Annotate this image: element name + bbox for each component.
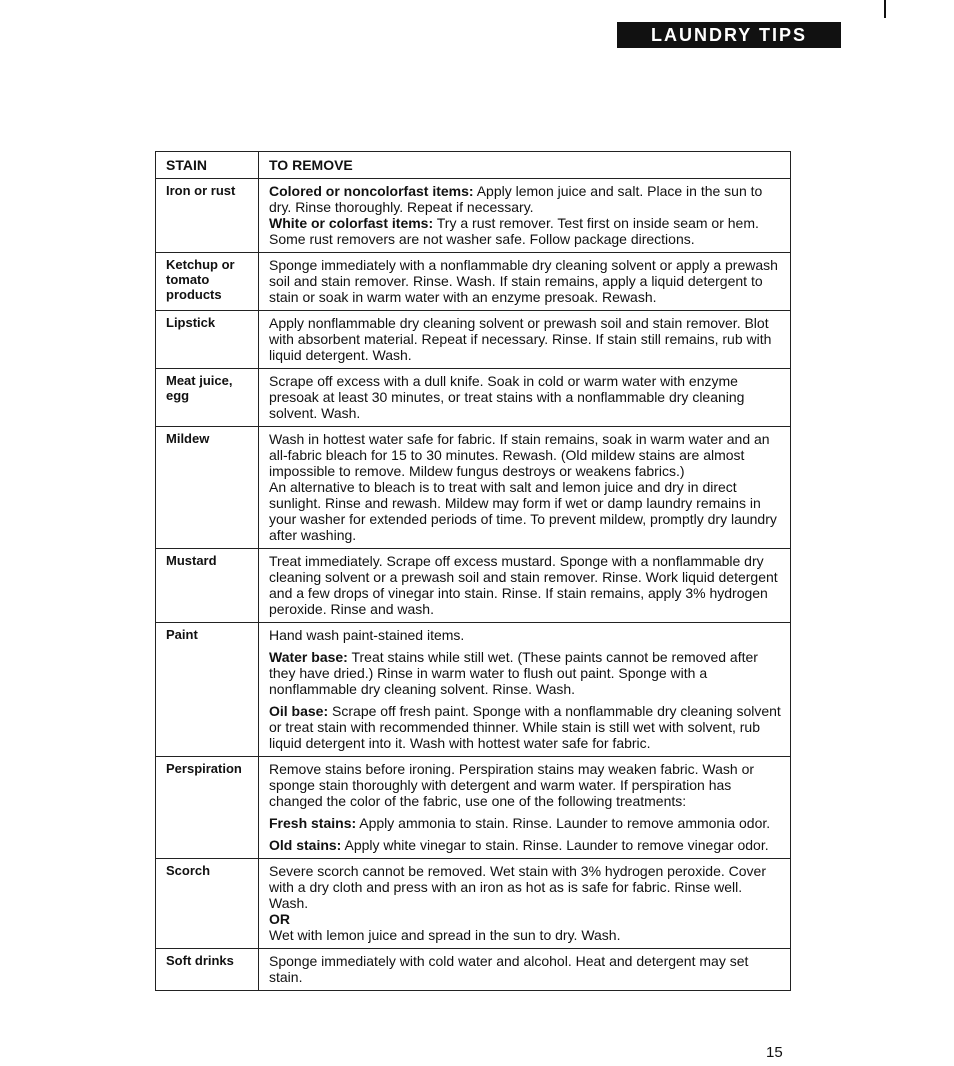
stain-name: Scorch bbox=[156, 859, 259, 949]
instruction-paragraph bbox=[269, 703, 782, 751]
instruction-text: Scrape off excess with a dull knife. Soak in cold or warm water with enzyme presoak at least 30 minutes, or treat stains with a nonflammable dry cleaning solvent. Wash. bbox=[269, 373, 745, 421]
instruction-paragraph bbox=[269, 927, 782, 943]
removal-instructions bbox=[259, 311, 791, 369]
stain-name: Meat juice, egg bbox=[156, 369, 259, 427]
instruction-paragraph bbox=[269, 837, 782, 853]
stain-name: Mustard bbox=[156, 549, 259, 623]
instruction-paragraph bbox=[269, 911, 782, 927]
table-row bbox=[156, 253, 791, 311]
stain-name: Lipstick bbox=[156, 311, 259, 369]
stain-name: Paint bbox=[156, 623, 259, 757]
instruction-paragraph bbox=[269, 373, 782, 421]
stain-name: Mildew bbox=[156, 427, 259, 549]
instruction-label: OR bbox=[269, 911, 290, 927]
instruction-paragraph bbox=[269, 431, 782, 479]
removal-instructions bbox=[259, 623, 791, 757]
instruction-paragraph bbox=[269, 215, 782, 247]
instruction-paragraph bbox=[269, 479, 782, 543]
instruction-label: White or colorfast items: bbox=[269, 215, 434, 231]
table-row bbox=[156, 859, 791, 949]
instruction-text: Apply lemon juice and salt. Place in the sun to dry. Rinse thoroughly. Repeat if necessary. bbox=[269, 183, 763, 215]
table-row bbox=[156, 623, 791, 757]
removal-instructions bbox=[259, 949, 791, 991]
instruction-text: Remove stains before ironing. Perspiration stains may weaken fabric. Wash or sponge stain thoroughly with detergent and warm water. If perspiration has changed the color of the fabric, use one of the following treatments: bbox=[269, 761, 755, 809]
instruction-text: Apply white vinegar to stain. Rinse. Launder to remove vinegar odor. bbox=[341, 837, 769, 853]
instruction-paragraph bbox=[269, 761, 782, 809]
instruction-text: An alternative to bleach is to treat with salt and lemon juice and dry in direct sunlight. Rinse and rewash. Mildew may form if wet or damp laundry remains in your washer for extended periods of time. To prevent mildew, promptly dry laundry after washing. bbox=[269, 479, 777, 543]
table-row bbox=[156, 549, 791, 623]
stain-name: Soft drinks bbox=[156, 949, 259, 991]
table-header-row bbox=[156, 152, 791, 179]
remove-column-header: TO REMOVE bbox=[259, 152, 791, 179]
table-row bbox=[156, 179, 791, 253]
instruction-label: Oil base: bbox=[269, 703, 329, 719]
instruction-text: Sponge immediately with cold water and alcohol. Heat and detergent may set stain. bbox=[269, 953, 749, 985]
instruction-text: Apply ammonia to stain. Rinse. Launder to remove ammonia odor. bbox=[356, 815, 771, 831]
instruction-paragraph bbox=[269, 553, 782, 617]
removal-instructions bbox=[259, 427, 791, 549]
stain-name: Perspiration bbox=[156, 757, 259, 859]
table-row bbox=[156, 427, 791, 549]
instruction-label: Old stains: bbox=[269, 837, 342, 853]
instruction-paragraph bbox=[269, 627, 782, 643]
instruction-text: Try a rust remover. Test first on inside seam or hem. Some rust removers are not washer safe. Follow package directions. bbox=[269, 215, 759, 247]
stain-removal-table bbox=[155, 151, 791, 991]
table-row bbox=[156, 369, 791, 427]
edge-mark bbox=[884, 0, 886, 18]
table-row bbox=[156, 311, 791, 369]
instruction-text: Wet with lemon juice and spread in the sun to dry. Wash. bbox=[269, 927, 621, 943]
instruction-label: Water base: bbox=[269, 649, 348, 665]
instruction-paragraph bbox=[269, 183, 782, 215]
removal-instructions bbox=[259, 369, 791, 427]
removal-instructions bbox=[259, 179, 791, 253]
instruction-paragraph bbox=[269, 863, 782, 911]
instruction-text: Apply nonflammable dry cleaning solvent or prewash soil and stain remover. Blot with absorbent material. Repeat if necessary. Rinse. If stain still remains, rub with liquid detergent. Wash. bbox=[269, 315, 772, 363]
instruction-text: Hand wash paint-stained items. bbox=[269, 627, 465, 643]
instruction-paragraph bbox=[269, 815, 782, 831]
instruction-text: Treat immediately. Scrape off excess mustard. Sponge with a nonflammable dry cleaning solvent or a prewash soil and stain remover. Rinse. Work liquid detergent and a few drops of vinegar into stain. Rinse. If stain remains, apply 3% hydrogen peroxide. Rinse and wash. bbox=[269, 553, 778, 617]
instruction-paragraph bbox=[269, 649, 782, 697]
section-header: LAUNDRY TIPS bbox=[617, 22, 841, 48]
removal-instructions bbox=[259, 253, 791, 311]
instruction-text: Wash in hottest water safe for fabric. If stain remains, soak in warm water and an all-fabric bleach for 15 to 30 minutes. Rewash. (Old mildew stains are almost impossible to remove. Mildew fungus destroys or weakens fabrics.) bbox=[269, 431, 770, 479]
instruction-text: Scrape off fresh paint. Sponge with a nonflammable dry cleaning solvent or treat stain with recommended thinner. While stain is still wet with solvent, rub liquid detergent into it. Wash with hottest water safe for fabric. bbox=[269, 703, 781, 751]
instruction-label: Colored or noncolorfast items: bbox=[269, 183, 474, 199]
removal-instructions bbox=[259, 859, 791, 949]
removal-instructions bbox=[259, 549, 791, 623]
instruction-paragraph bbox=[269, 257, 782, 305]
table-row bbox=[156, 757, 791, 859]
instruction-paragraph bbox=[269, 315, 782, 363]
table-body bbox=[156, 179, 791, 991]
removal-instructions bbox=[259, 757, 791, 859]
instruction-text: Sponge immediately with a nonflammable dry cleaning solvent or apply a prewash soil and stain remover. Rinse. Wash. If stain remains, apply a liquid detergent to stain or soak in warm water with an enzyme presoak. Rewash. bbox=[269, 257, 778, 305]
instruction-paragraph bbox=[269, 953, 782, 985]
instruction-label: Fresh stains: bbox=[269, 815, 357, 831]
stain-name: Ketchup or tomato products bbox=[156, 253, 259, 311]
stain-name: Iron or rust bbox=[156, 179, 259, 253]
stain-column-header: STAIN bbox=[156, 152, 259, 179]
instruction-text: Severe scorch cannot be removed. Wet stain with 3% hydrogen peroxide. Cover with a dry cloth and press with an iron as hot as is safe for fabric. Rinse well. Wash. bbox=[269, 863, 766, 911]
table-row bbox=[156, 949, 791, 991]
instruction-text: Treat stains while still wet. (These paints cannot be removed after they have dried.) Rinse in warm water to flush out paint. Sponge with a nonflammable dry cleaning solvent. Rinse. Wash. bbox=[269, 649, 758, 697]
page-number: 15 bbox=[766, 1044, 783, 1061]
